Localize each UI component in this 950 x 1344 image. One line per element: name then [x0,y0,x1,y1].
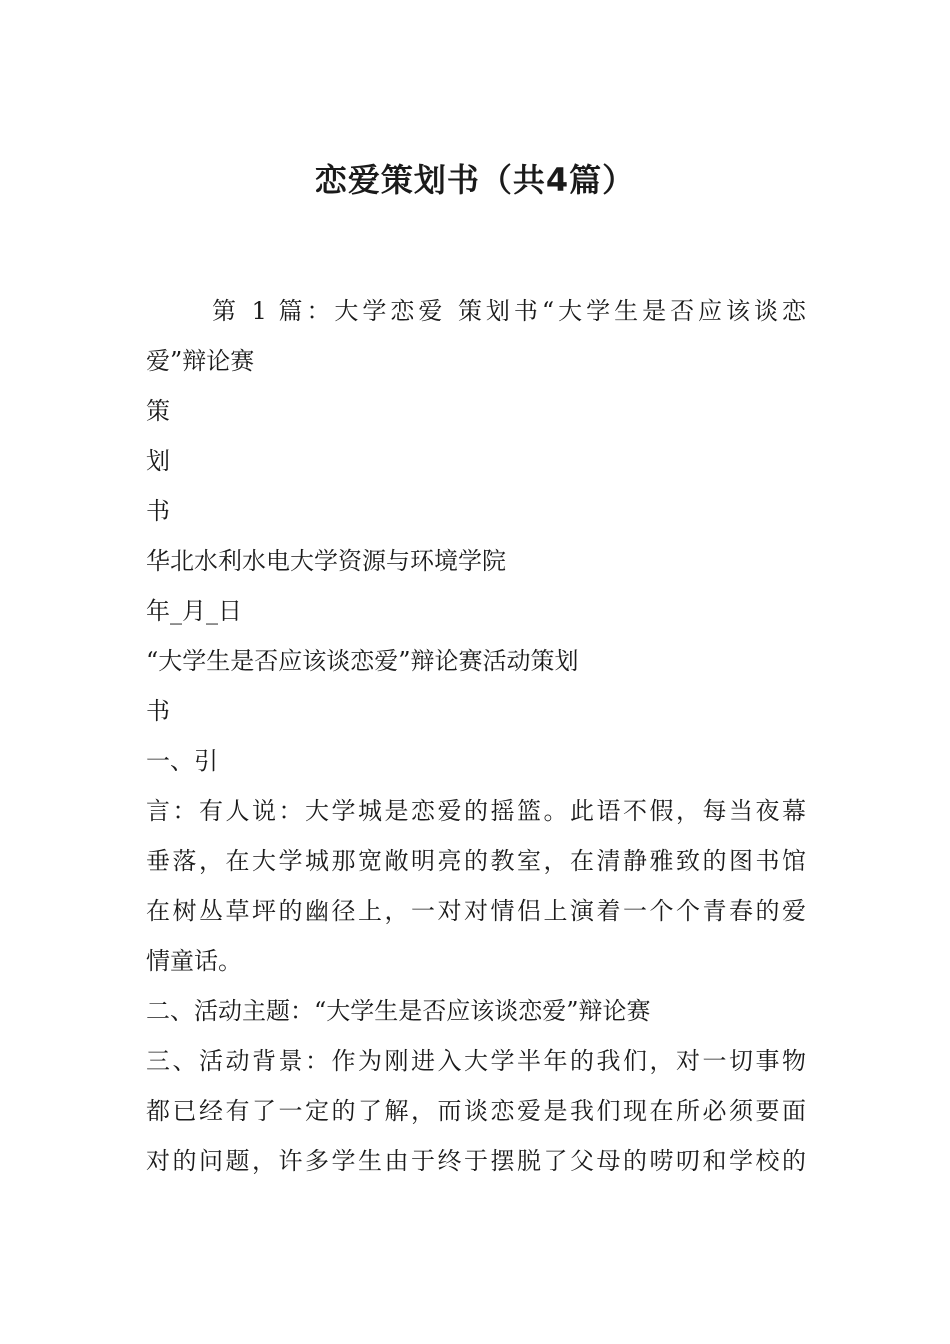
paragraph-line: 第 1 篇：大学恋爱 策划书“大学生是否应该谈恋 [212,297,806,325]
paragraph-line: 垂落，在大学城那宽敞明亮的教室，在清静雅致的图书馆 [146,847,806,875]
paragraph-line: 对的问题，许多学生由于终于摆脱了父母的唠叨和学校的 [146,1147,806,1175]
document-title: 恋爱策划书（共4篇） [314,161,636,199]
paragraph-line: 三、活动背景：作为刚进入大学半年的我们，对一切事物 [146,1047,806,1075]
paragraph-line: 华北水利水电大学资源与环境学院 [146,547,506,575]
paragraph-line: 一、引 [146,747,218,775]
paragraph-line: 二、活动主题：“大学生是否应该谈恋爱”辩论赛 [146,997,651,1025]
paragraph-line: “大学生是否应该谈恋爱”辩论赛活动策划 [146,647,579,675]
paragraph-line: 情童话。 [146,947,242,975]
paragraph-line: 都已经有了一定的了解，而谈恋爱是我们现在所必须要面 [146,1097,806,1125]
paragraph-line: 在树丛草坪的幽径上，一对对情侣上演着一个个青春的爱 [146,897,806,925]
paragraph-line: 年_月_日 [146,597,242,625]
document-body [146,286,806,1186]
paragraph-line: 书 [146,497,170,525]
paragraph-line: 划 [146,447,170,475]
paragraph-line: 策 [146,397,170,425]
paragraph-line: 爱”辩论赛 [146,347,255,375]
paragraph-line: 书 [146,697,170,725]
paragraph-line: 言：有人说：大学城是恋爱的摇篮。此语不假，每当夜幕 [146,797,806,825]
